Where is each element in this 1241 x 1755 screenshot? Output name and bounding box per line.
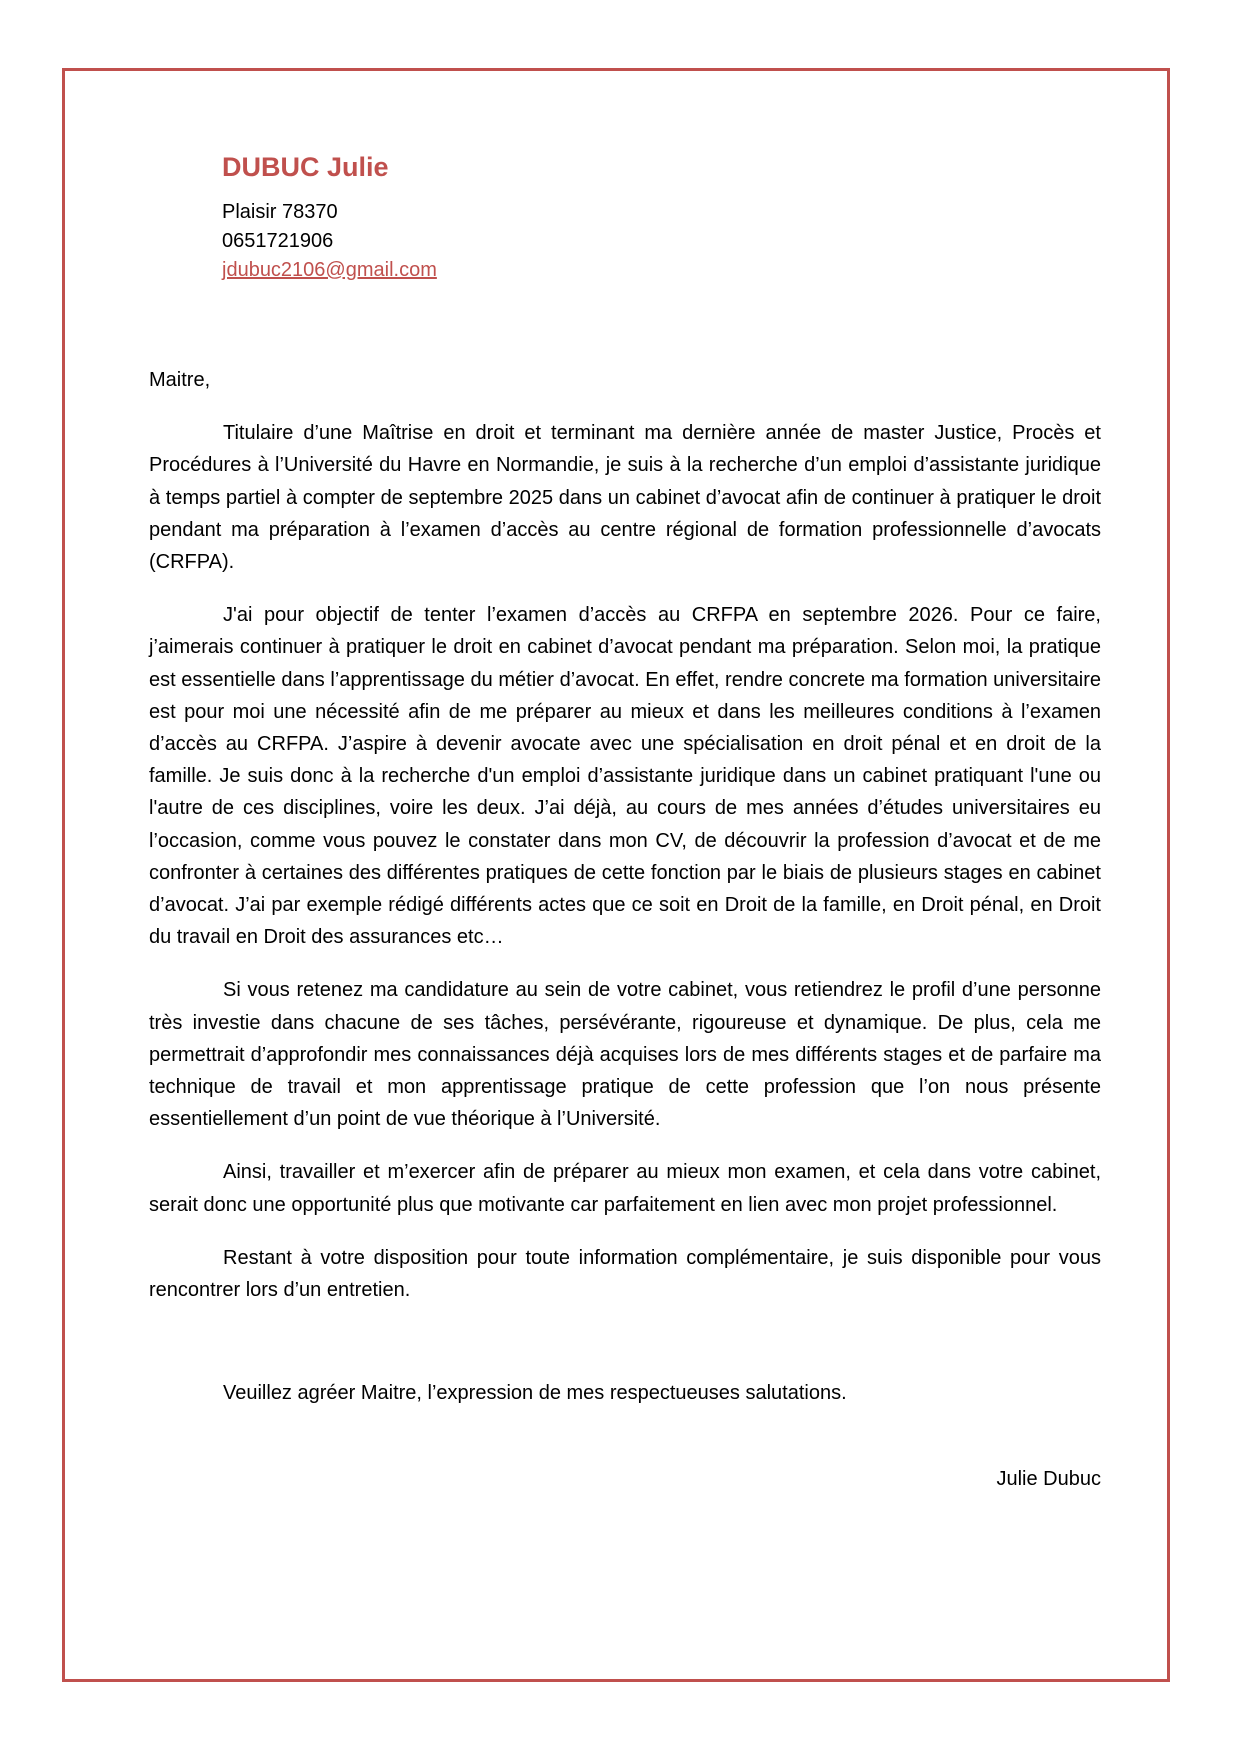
sender-name: DUBUC Julie xyxy=(222,152,389,182)
letter-paragraph: Si vous retenez ma candidature au sein de votre cabinet, vous retiendrez le profil d’une personne très investie dans chacune de ses tâches, persévérante, rigoureuse et dynamique. De plus, cela me permettrait d’approfondir mes connaissances déjà acquises lors de mes différents stages et de parfaire ma technique de travail et mon apprentissage pratique de cette profession que l’on nous présente essentiellement d’un point de vue théorique à l’Université. xyxy=(149,979,1101,1131)
sender-email-link[interactable]: jdubuc2106@gmail.com xyxy=(222,259,437,281)
letter-signature: Julie Dubuc xyxy=(996,1468,1101,1491)
letter-paragraph: Titulaire d’une Maîtrise en droit et terminant ma dernière année de master Justice, Procès et Procédures à l’Université du Havre en Normandie, je suis à la recherche d’un emploi d’assistante juridique à temps partiel à compter de septembre 2025 dans un cabinet d’avocat afin de continuer à pratiquer le droit pendant ma préparation à l’examen d’accès au centre régional de formation professionnelle d’avocats (CRFPA). xyxy=(149,422,1101,574)
letter-body xyxy=(149,364,1101,1496)
letter-paragraph: Ainsi, travailler et m’exercer afin de préparer au mieux mon examen, et cela dans votre cabinet, serait donc une opportunité plus que motivante car parfaitement en lien avec mon projet professionnel. xyxy=(149,1161,1101,1216)
letter-paragraph: J'ai pour objectif de tenter l’examen d’accès au CRFPA en septembre 2026. Pour ce faire, j’aimerais continuer à pratiquer le droit en cabinet d’avocat pendant ma préparation. Selon moi, la pratique est essentielle dans l’apprentissage du métier d’avocat. En effet, rendre concrete ma formation universitaire est pour moi une nécessité afin de me préparer au mieux et dans les meilleures conditions à l’examen d’accès au CRFPA. J’aspire à devenir avocate avec une spécialisation en droit pénal et en droit de la famille. Je suis donc à la recherche d'un emploi d’assistante juridique dans un cabinet pratiquant l'une ou l'autre de ces disciplines, voire les deux. J’ai déjà, au cours de mes années d’études universitaires eu l’occasion, comme vous pouvez le constater dans mon CV, de découvrir la profession d’avocat et de me confronter à certaines des différentes pratiques de cette fonction par le biais de plusieurs stages en cabinet d’avocat. J’ai par exemple rédigé différents actes que ce soit en Droit de la famille, en Droit pénal, en Droit du travail en Droit des assurances etc… xyxy=(149,604,1101,949)
letter-salutation: Maitre, xyxy=(149,369,211,391)
sender-phone: 0651721906 xyxy=(222,230,334,252)
sender-header xyxy=(222,150,437,285)
letter-closing: Veuillez agréer Maitre, l’expression de mes respectueuses salutations. xyxy=(223,1382,847,1405)
sender-address: Plaisir 78370 xyxy=(222,201,338,223)
letter-paragraph: Restant à votre disposition pour toute information complémentaire, je suis disponible pour vous rencontrer lors d’un entretien. xyxy=(149,1246,1101,1302)
